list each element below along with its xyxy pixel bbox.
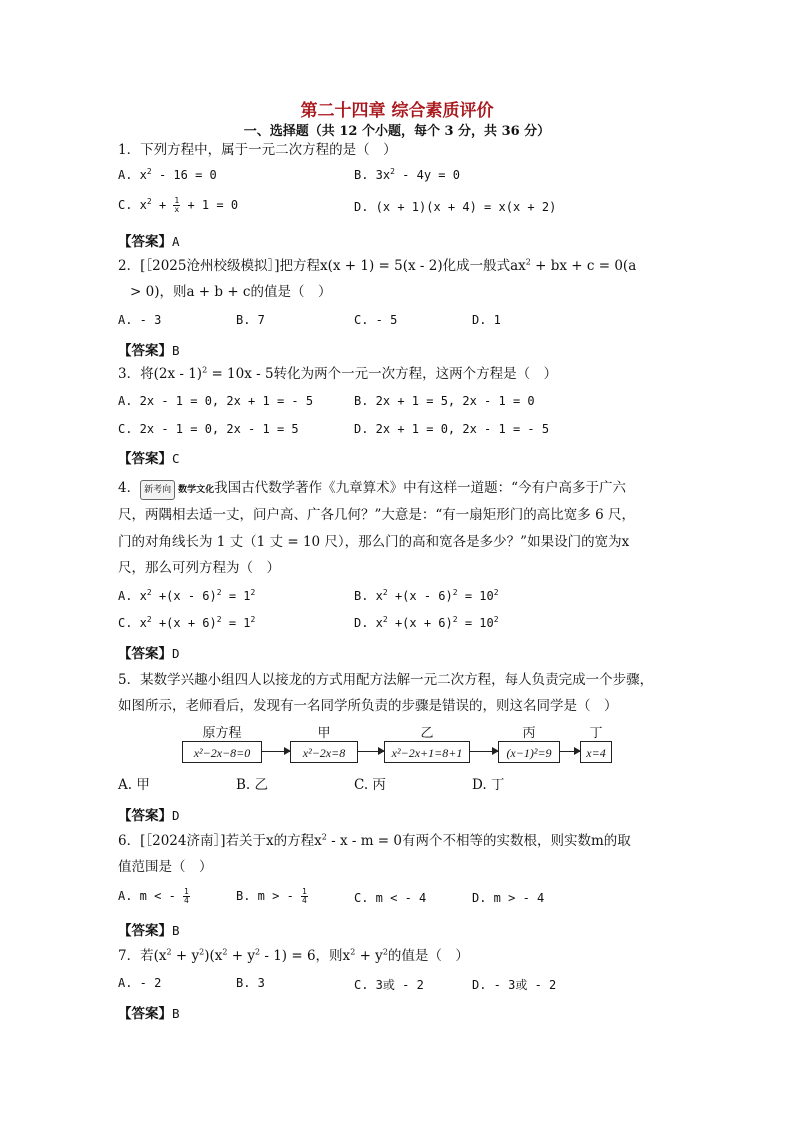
question-4-line-1: 4． 新考向 数学文化我国古代数学著作《九章算术》中有这样一道题：“今有户高多于广六 (118, 479, 626, 500)
question-4-line-3: 门的对角线长为 1 丈（1 丈 = 10 尺），那么门的高和宽各是多少？”如果设门的宽为x (118, 534, 630, 550)
flow-label-original: 原方程 (202, 726, 242, 741)
q3-option-a: A. 2x - 1 = 0, 2x + 1 = - 5 (118, 394, 314, 408)
flow-arrow (358, 751, 384, 752)
fraction: $\frac{1}{4}$ (184, 887, 189, 905)
flow-label-ding: 丁 (589, 726, 603, 741)
flow-arrow (262, 751, 290, 752)
flow-step-jia: x²−2x=8 (290, 741, 358, 763)
question-6-line-1: 6．[［2024济南］]若关于x的方程$x^2 - x - m = 0$有两个不相等的实数根，则实数m的取 (118, 832, 631, 849)
q6-option-b: B. m > - $\frac{1}{4}$ (236, 887, 307, 905)
question-2-line-1: 2．[［2025沧州校级模拟］]把方程x(x + 1) = 5(x - 2)化成一般式$ax^2$ + bx + c = 0(a (118, 257, 637, 274)
q5-option-c: C. 丙 (354, 777, 386, 793)
flow-label-jia: 甲 (317, 726, 331, 741)
q3-option-b: B. 2x + 1 = 5, 2x - 1 = 0 (354, 394, 535, 408)
q1-option-b: B. $3x^2 - 4y = 0$ (354, 167, 460, 182)
flow-arrow (560, 751, 580, 752)
q6-option-c: C. m < - 4 (354, 891, 427, 905)
flow-step-original: x²−2x−8=0 (182, 741, 262, 763)
q1-option-c: C. $x^2$ + $\frac{1}{x}$ + 1 = 0 (118, 196, 239, 214)
q6-option-d: D. m > - 4 (472, 891, 545, 905)
question-2-line-2: > 0)，则a + b + c的值是（ ） (130, 284, 332, 300)
q4-option-b: B. $x^2 +(x - 6)^2 = 10^2$ (354, 588, 499, 603)
flow-step-ding: x=4 (580, 741, 612, 763)
q6-option-a: A. m < - $\frac{1}{4}$ (118, 887, 189, 905)
flow-step-yi: x²−2x+1=8+1 (384, 741, 470, 763)
page-title: 第二十四章 综合素质评价 (300, 101, 494, 121)
q5-option-d: D. 丁 (472, 777, 505, 793)
question-4-line-2: 尺，两隅相去适一丈，问户高、广各几何？”大意是：“有一扇矩形门的高比宽多 6 尺， (118, 507, 635, 523)
q7-option-d: D. - 3或 - 2 (472, 978, 557, 992)
question-6-line-2: 值范围是（ ） (118, 859, 213, 875)
flow-arrow (470, 751, 498, 752)
q4-option-a: A. $x^2 +(x - 6)^2 = 1^2$ (118, 588, 256, 603)
question-1-stem: 1．下列方程中，属于一元二次方程的是（ ） (118, 142, 397, 158)
flow-label-bing: 丙 (522, 726, 536, 741)
math-culture-tag: 数学文化 (178, 485, 215, 495)
q4-answer: 【答案】D (118, 646, 180, 662)
q2-option-a: A. - 3 (118, 313, 162, 327)
q6-answer: 【答案】B (118, 923, 180, 939)
q4-option-d: D. $x^2 +(x + 6)^2 = 10^2$ (354, 615, 499, 630)
section-heading: 一、选择题（共 12 个小题，每个 3 分，共 36 分） (243, 124, 551, 139)
flow-step-bing: (x−1)²=9 (498, 741, 560, 763)
q7-option-a: A. - 2 (118, 976, 162, 990)
question-5-line-2: 如图所示，老师看后，发现有一名同学所负责的步骤是错误的，则这名同学是（ ） (118, 698, 618, 714)
question-7-stem: 7．若$(x^2 + y^2)(x^2 + y^2 - 1) = 6$，则$x^2 + y^2$的值是（ ） (118, 947, 469, 964)
flow-label-yi: 乙 (420, 726, 434, 741)
q3-option-c: C. 2x - 1 = 0, 2x - 1 = 5 (118, 422, 299, 436)
question-3-stem: 3．将(2x - 1)$^2$ = 10x - 5转化为两个一元一次方程，这两个方程是（ ） (118, 365, 558, 382)
q2-answer: 【答案】B (118, 343, 180, 359)
q2-option-b: B. 7 (236, 313, 265, 327)
q5-answer: 【答案】D (118, 808, 180, 824)
q1-option-d: D. (x + 1)(x + 4) = x(x + 2) (354, 200, 557, 214)
q3-option-d: D. 2x + 1 = 0, 2x - 1 = - 5 (354, 422, 550, 436)
fraction: $\frac{1}{4}$ (302, 887, 307, 905)
question-4-line-4: 尺，那么可列方程为（ ） (118, 560, 280, 576)
q4-option-c: C. $x^2 +(x + 6)^2 = 1^2$ (118, 615, 256, 630)
new-direction-tag: 新考向 (140, 480, 175, 500)
q2-option-d: D. 1 (472, 313, 501, 327)
q7-answer: 【答案】B (118, 1006, 180, 1022)
fraction: $\frac{1}{x}$ (174, 196, 180, 214)
q3-answer: 【答案】C (118, 451, 180, 467)
q2-option-c: C. - 5 (354, 313, 398, 327)
q1-answer: 【答案】A (118, 234, 180, 250)
q1-option-a: A. $x^2 - 16 = 0$ (118, 167, 217, 182)
question-5-line-1: 5．某数学兴趣小组四人以接龙的方式用配方法解一元二次方程，每人负责完成一个步骤， (118, 672, 654, 688)
q5-option-a: A. 甲 (118, 777, 150, 793)
q7-option-b: B. 3 (236, 976, 265, 990)
q7-option-c: C. 3或 - 2 (354, 978, 424, 992)
q5-option-b: B. 乙 (236, 777, 269, 793)
